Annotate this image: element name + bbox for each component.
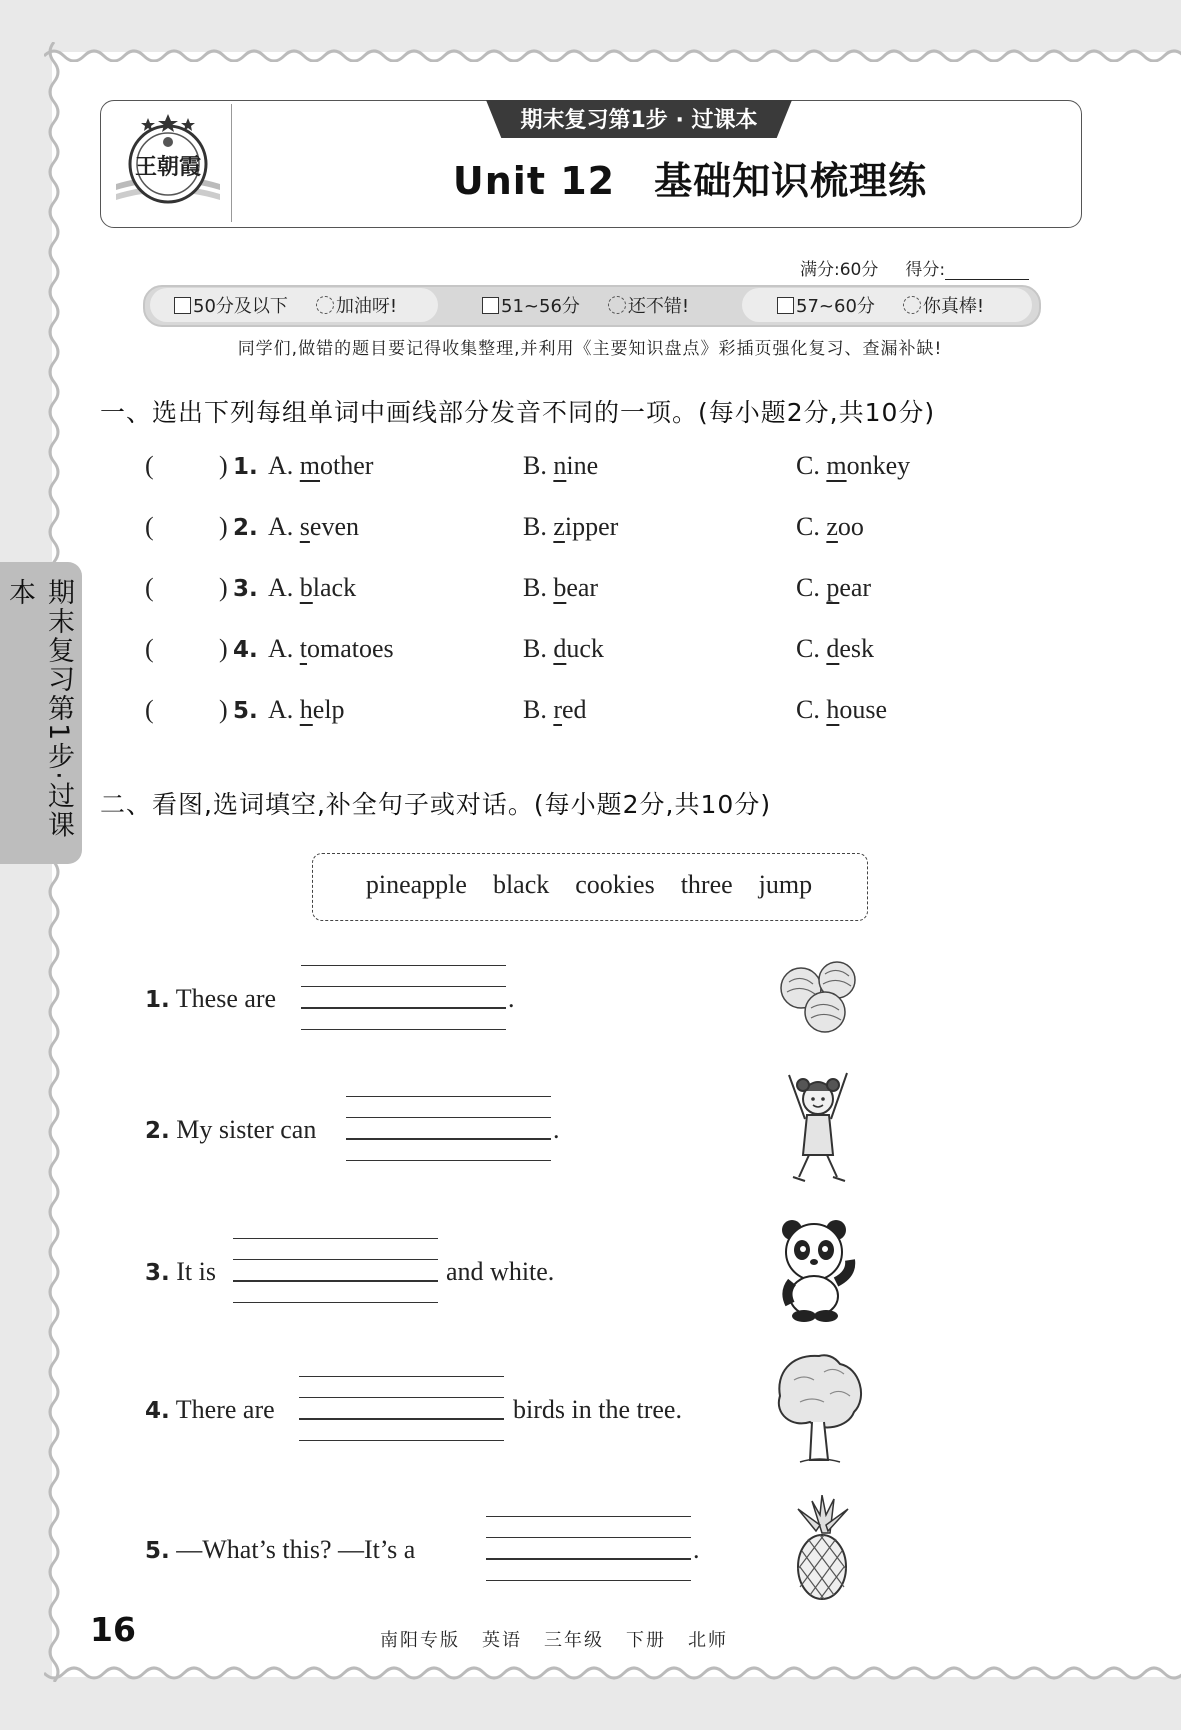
item-text-after: . xyxy=(553,1115,560,1144)
answer-paren-left[interactable]: ( xyxy=(145,573,154,602)
word-bank xyxy=(312,870,866,900)
option-c: C. pear xyxy=(796,573,872,602)
item-text-before: There are xyxy=(175,1395,275,1424)
option-c: C. monkey xyxy=(796,451,911,480)
checkbox[interactable] xyxy=(777,297,794,314)
question-number: 5. xyxy=(233,698,258,724)
option-a: A. black xyxy=(268,573,357,602)
item-text-after: birds in the tree. xyxy=(513,1395,682,1424)
question-row xyxy=(145,634,1045,674)
item-text-before: My sister can xyxy=(176,1115,317,1144)
footer-item: 下册 xyxy=(626,1630,666,1651)
score-level-3: 57~60分 你真棒! xyxy=(777,292,984,318)
score-level-1: 50分及以下 加油呀! xyxy=(174,292,397,318)
wavy-top-border xyxy=(44,42,1181,62)
smiley-icon xyxy=(608,296,626,314)
header-divider xyxy=(231,104,232,222)
question-number: 1. xyxy=(233,454,258,480)
header-badge-label: 期末复习第1步 · 过课本 xyxy=(520,108,758,133)
option-b: B. bear xyxy=(523,573,599,602)
girl-jumping-picture xyxy=(775,1063,861,1191)
item-text-after: . xyxy=(508,984,515,1013)
checkbox[interactable] xyxy=(174,297,191,314)
answer-blank[interactable] xyxy=(301,965,506,1031)
option-b: B. red xyxy=(523,695,587,724)
answer-blank[interactable] xyxy=(299,1376,504,1442)
item-text-before: —What’s this? —It’s a xyxy=(176,1535,416,1564)
answer-paren-right: ) xyxy=(219,634,228,663)
item-text-after: and white. xyxy=(446,1257,555,1286)
word-option: three xyxy=(680,870,733,899)
answer-blank[interactable] xyxy=(346,1096,551,1162)
word-option: cookies xyxy=(575,870,655,899)
option-c: C. zoo xyxy=(796,512,864,541)
word-option: jump xyxy=(758,870,813,899)
notice-text: 同学们,做错的题目要记得收集整理,并利用《主要知识盘点》彩插页强化复习、查漏补缺! xyxy=(237,339,943,359)
svg-text:王朝霞: 王朝霞 xyxy=(134,154,202,180)
item-number: 1. xyxy=(145,987,170,1013)
answer-paren-right: ) xyxy=(219,573,228,602)
option-b: B. duck xyxy=(523,634,604,663)
footer xyxy=(380,1626,750,1652)
footer-item: 英语 xyxy=(482,1630,522,1651)
word-option: pineapple xyxy=(365,870,467,899)
item-text-before: These are xyxy=(175,984,277,1013)
score-label: 得分: xyxy=(905,260,946,280)
item-number: 2. xyxy=(145,1118,170,1144)
question-row xyxy=(145,451,1045,491)
tree-picture xyxy=(770,1350,868,1468)
fill-item xyxy=(145,984,276,1014)
answer-paren-right: ) xyxy=(219,512,228,541)
fill-item xyxy=(145,1257,216,1287)
option-a: A. mother xyxy=(268,451,374,480)
option-b: B. zipper xyxy=(523,512,619,541)
option-a: A. help xyxy=(268,695,345,724)
panda-picture xyxy=(780,1218,856,1322)
word-option: black xyxy=(492,870,550,899)
section-1-title: 一、选出下列每组单词中画线部分发音不同的一项。(每小题2分,共10分) xyxy=(100,398,936,427)
question-number: 4. xyxy=(233,637,258,663)
page-number: 16 xyxy=(90,1610,136,1649)
score-line xyxy=(800,255,1029,280)
wavy-bottom-border xyxy=(44,1665,1181,1685)
item-number: 4. xyxy=(145,1398,170,1424)
cookies-picture xyxy=(775,958,865,1036)
publisher-logo-icon xyxy=(112,108,224,218)
footer-item: 北师 xyxy=(688,1630,728,1651)
score-blank[interactable] xyxy=(945,263,1029,280)
smiley-icon xyxy=(903,296,921,314)
option-c: C. desk xyxy=(796,634,875,663)
item-text-after: . xyxy=(693,1535,700,1564)
item-text-before: It is xyxy=(176,1257,216,1286)
option-a: A. seven xyxy=(268,512,359,541)
question-number: 2. xyxy=(233,515,258,541)
fill-item xyxy=(145,1535,415,1565)
full-score: 满分:60分 xyxy=(800,260,879,280)
section-2-title: 二、看图,选词填空,补全句子或对话。(每小题2分,共10分) xyxy=(100,790,772,819)
page-title: Unit 12 基础知识梳理练 xyxy=(452,159,928,203)
option-b: B. nine xyxy=(523,451,599,480)
fill-item xyxy=(145,1395,275,1425)
question-row xyxy=(145,695,1045,735)
answer-paren-right: ) xyxy=(219,695,228,724)
item-number: 5. xyxy=(145,1538,170,1564)
smiley-icon xyxy=(316,296,334,314)
answer-paren-left[interactable]: ( xyxy=(145,634,154,663)
pineapple-picture xyxy=(790,1495,854,1603)
fill-item xyxy=(145,1115,316,1145)
question-number: 3. xyxy=(233,576,258,602)
question-row xyxy=(145,573,1045,613)
answer-paren-right: ) xyxy=(219,451,228,480)
option-c: C. house xyxy=(796,695,888,724)
answer-paren-left[interactable]: ( xyxy=(145,695,154,724)
score-level-2: 51~56分 还不错! xyxy=(482,292,689,318)
option-a: A. tomatoes xyxy=(268,634,394,663)
answer-blank[interactable] xyxy=(486,1516,691,1582)
item-number: 3. xyxy=(145,1260,170,1286)
answer-paren-left[interactable]: ( xyxy=(145,451,154,480)
checkbox[interactable] xyxy=(482,297,499,314)
footer-item: 三年级 xyxy=(544,1630,604,1651)
side-tab-label: 期末复习第1步·过课本 xyxy=(4,578,74,840)
question-row xyxy=(145,512,1045,552)
answer-paren-left[interactable]: ( xyxy=(145,512,154,541)
answer-blank[interactable] xyxy=(233,1238,438,1304)
footer-item: 南阳专版 xyxy=(380,1630,460,1651)
